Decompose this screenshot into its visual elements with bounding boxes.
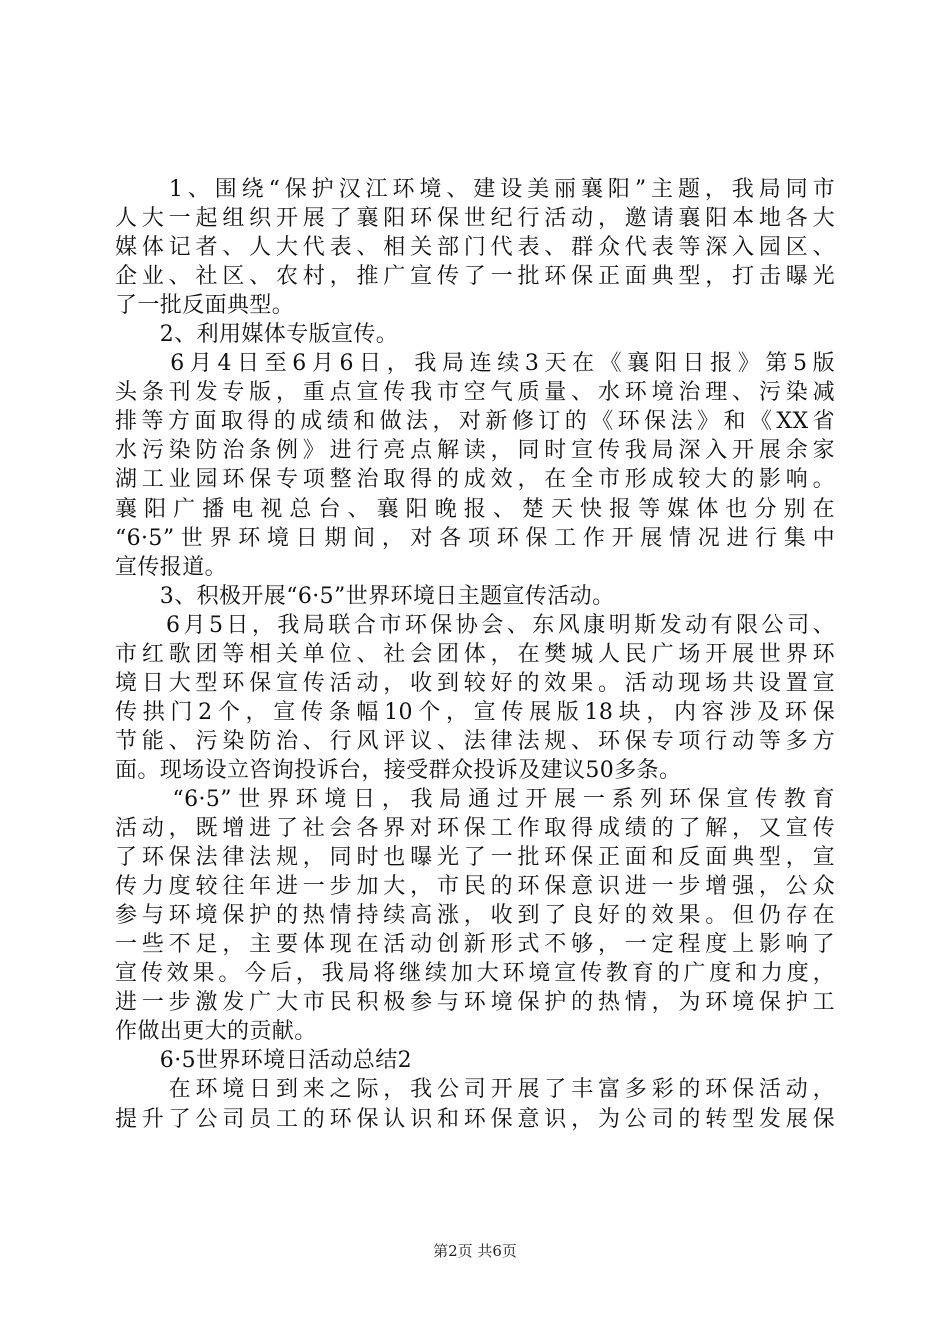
text-line: 进一步激发广大市民积极参与环境保护的热情，为环境保护工: [115, 990, 835, 1016]
text-line: 6·5世界环境日活动总结2: [115, 1048, 412, 1074]
text-line: 6月4日至6月6日，我局连续3天在《襄阳日报》第5版: [115, 351, 835, 377]
text-line: “6·5”世界环境日期间，对各项环保工作开展情况进行集中: [115, 525, 835, 551]
document-body: [115, 175, 835, 1134]
text-line: 传力度较往年进一步加大，市民的环保意识进一步增强，公众: [115, 874, 835, 900]
text-line: 头条刊发专版，重点宣传我市空气质量、水环境治理、污染减: [115, 380, 835, 406]
text-line: 活动，既增进了社会各界对环保工作取得成绩的了解，又宣传: [115, 816, 835, 842]
text-line: 水污染防治条例》进行亮点解读，同时宣传我局深入开展余家: [115, 438, 835, 464]
text-line: 企业、社区、农村，推广宣传了一批环保正面典型，打击曝光: [115, 264, 835, 290]
text-line: 在环境日到来之际，我公司开展了丰富多彩的环保活动，: [115, 1077, 835, 1103]
text-line: 了一批反面典型。: [115, 293, 295, 319]
text-line: 节能、污染防治、行风评议、法律法规、环保专项行动等多方: [115, 728, 835, 754]
text-line: 襄阳广播电视总台、襄阳晚报、楚天快报等媒体也分别在: [115, 496, 835, 522]
text-line: 境日大型环保宣传活动，收到较好的效果。活动现场共设置宣: [115, 670, 835, 696]
text-line: 面。现场设立咨询投诉台，接受群众投诉及建议50多条。: [115, 757, 682, 783]
text-line: 3、积极开展“6·5”世界环境日主题宣传活动。: [115, 583, 615, 609]
text-line: 传拱门2个，宣传条幅10个，宣传展版18块，内容涉及环保: [115, 699, 835, 725]
page-footer: 第2页 共6页: [433, 1242, 517, 1260]
text-line: 宣传报道。: [115, 554, 228, 580]
text-line: 一些不足，主要体现在活动创新形式不够，一定程度上影响了: [115, 932, 835, 958]
text-line: 了环保法律法规，同时也曝光了一批环保正面和反面典型，宣: [115, 845, 835, 871]
text-line: 湖工业园环保专项整治取得的成效，在全市形成较大的影响。: [115, 467, 835, 493]
text-line: 参与环境保护的热情持续高涨，收到了良好的效果。但仍存在: [115, 903, 835, 929]
text-line: 市红歌团等相关单位、社会团体，在樊城人民广场开展世界环: [115, 641, 835, 667]
text-line: 宣传效果。今后，我局将继续加大环境宣传教育的广度和力度，: [115, 961, 835, 987]
text-line: 排等方面取得的成绩和做法，对新修订的《环保法》和《XX省: [115, 409, 835, 435]
text-line: 2、利用媒体专版宣传。: [115, 322, 399, 348]
text-line: “6·5”世界环境日，我局通过开展一系列环保宣传教育: [115, 786, 835, 812]
text-line: 人大一起组织开展了襄阳环保世纪行活动，邀请襄阳本地各大: [115, 206, 835, 232]
text-line: 媒体记者、人大代表、相关部门代表、群众代表等深入园区、: [115, 235, 835, 261]
text-line: 作做出更大的贡献。: [115, 1019, 317, 1045]
text-line: 1、围绕“保护汉江环境、建设美丽襄阳”主题，我局同市: [115, 177, 835, 202]
text-line: 提升了公司员工的环保认识和环保意识，为公司的转型发展保: [115, 1106, 835, 1132]
text-line: 6月5日，我局联合市环保协会、东风康明斯发动有限公司、: [115, 612, 835, 638]
